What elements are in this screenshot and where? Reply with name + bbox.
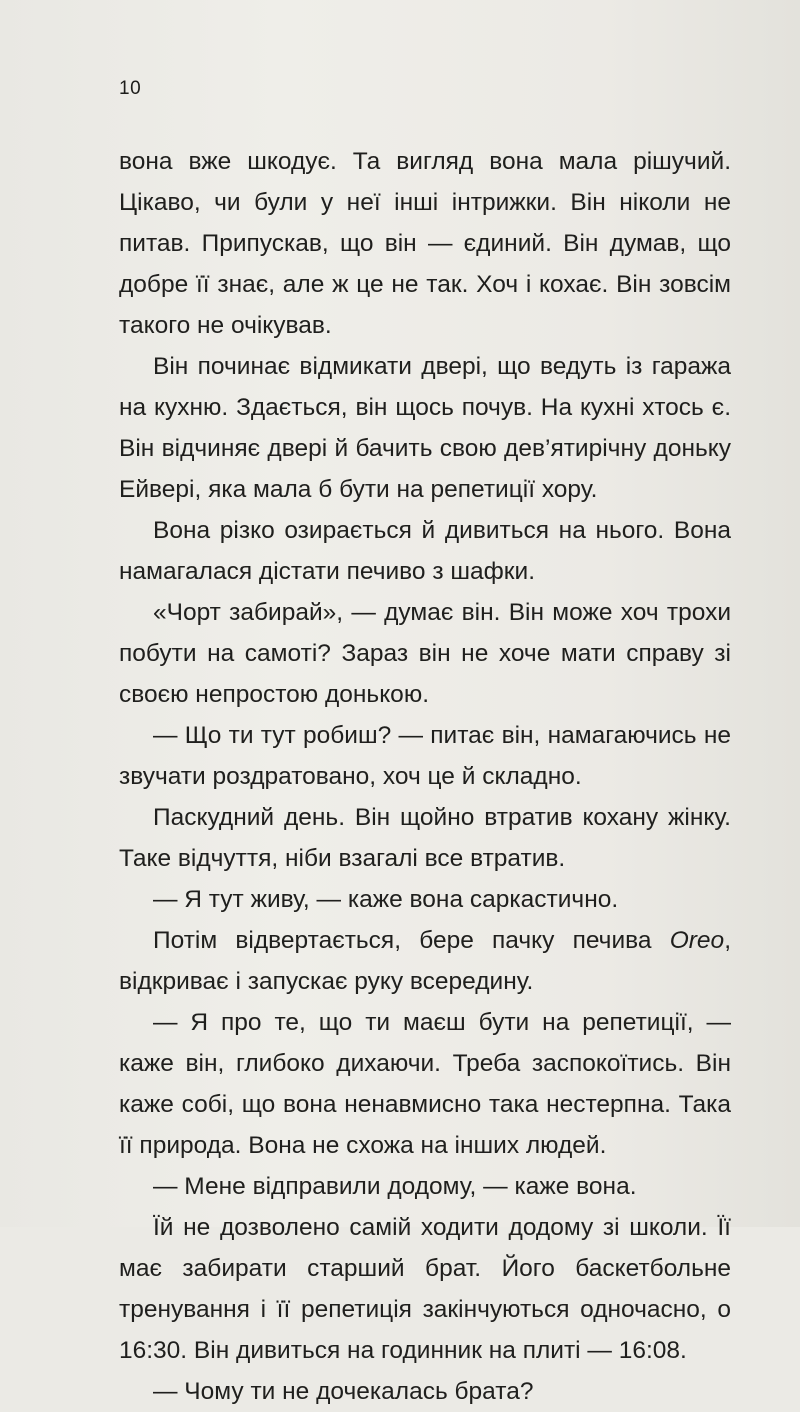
paragraph-text: , відкриває і запускає руку всередину. — [119, 927, 731, 995]
dialogue-paragraph: — Що ти тут робиш? — питає він, намагаючись не звучати роздратовано, хоч це й складно. — [119, 722, 731, 790]
paragraph: Він починає відмикати двері, що ведуть із гаража на кухню. Здається, він щось почув. На кухні хтось є. Він відчиняє двері й бачить свою дев’ятирічну доньку Ейвері, яка мала б бути на репетиції хору. — [119, 353, 731, 503]
page-number: 10 — [119, 78, 142, 99]
paragraph: Їй не дозволено самій ходити додому зі школи. Її має забирати старший брат. Його баскетбольне тренування і її репетиція закінчуються одночасно, о 16:30. Він дивиться на годинник на плиті — 16:08. — [119, 1214, 731, 1364]
dialogue-paragraph: — Мене відправили додому, — каже вона. — [153, 1173, 637, 1200]
paragraph-text: Потім відвертається, бере пачку печива — [153, 927, 670, 954]
paragraph: Паскудний день. Він щойно втратив кохану жінку. Таке відчуття, ніби взагалі все втратив. — [119, 804, 731, 872]
paragraph-oreo — [119, 920, 731, 1002]
paragraph: Вона різко озирається й дивиться на нього. Вона намагалася дістати печиво з шафки. — [119, 517, 731, 585]
brand-name-italic: Oreo — [669, 927, 725, 954]
body-text — [119, 141, 731, 1412]
dialogue-paragraph: — Я про те, що ти маєш бути на репетиції, — каже він, глибоко дихаючи. Треба заспокоїтись. Він каже собі, що вона ненавмисно така нестерпна. Така її природа. Вона не схожа на інших людей. — [119, 1009, 731, 1159]
paragraph-continuation: вона вже шкодує. Та вигляд вона мала рішучий. Цікаво, чи були у неї інші інтрижки. Він ніколи не питав. Припускав, що він — єдиний. Він думав, що добре її знає, але ж це не так. Хоч і кохає. Він зовсім такого не очікував. — [119, 148, 731, 339]
paragraph: «Чорт забирай», — думає він. Він може хоч трохи побути на самоті? Зараз він не хоче мати справу зі своєю непростою донькою. — [119, 599, 731, 708]
dialogue-paragraph: — Чому ти не дочекалась брата? — [153, 1378, 534, 1405]
dialogue-paragraph: — Я тут живу, — каже вона саркастично. — [153, 886, 619, 913]
